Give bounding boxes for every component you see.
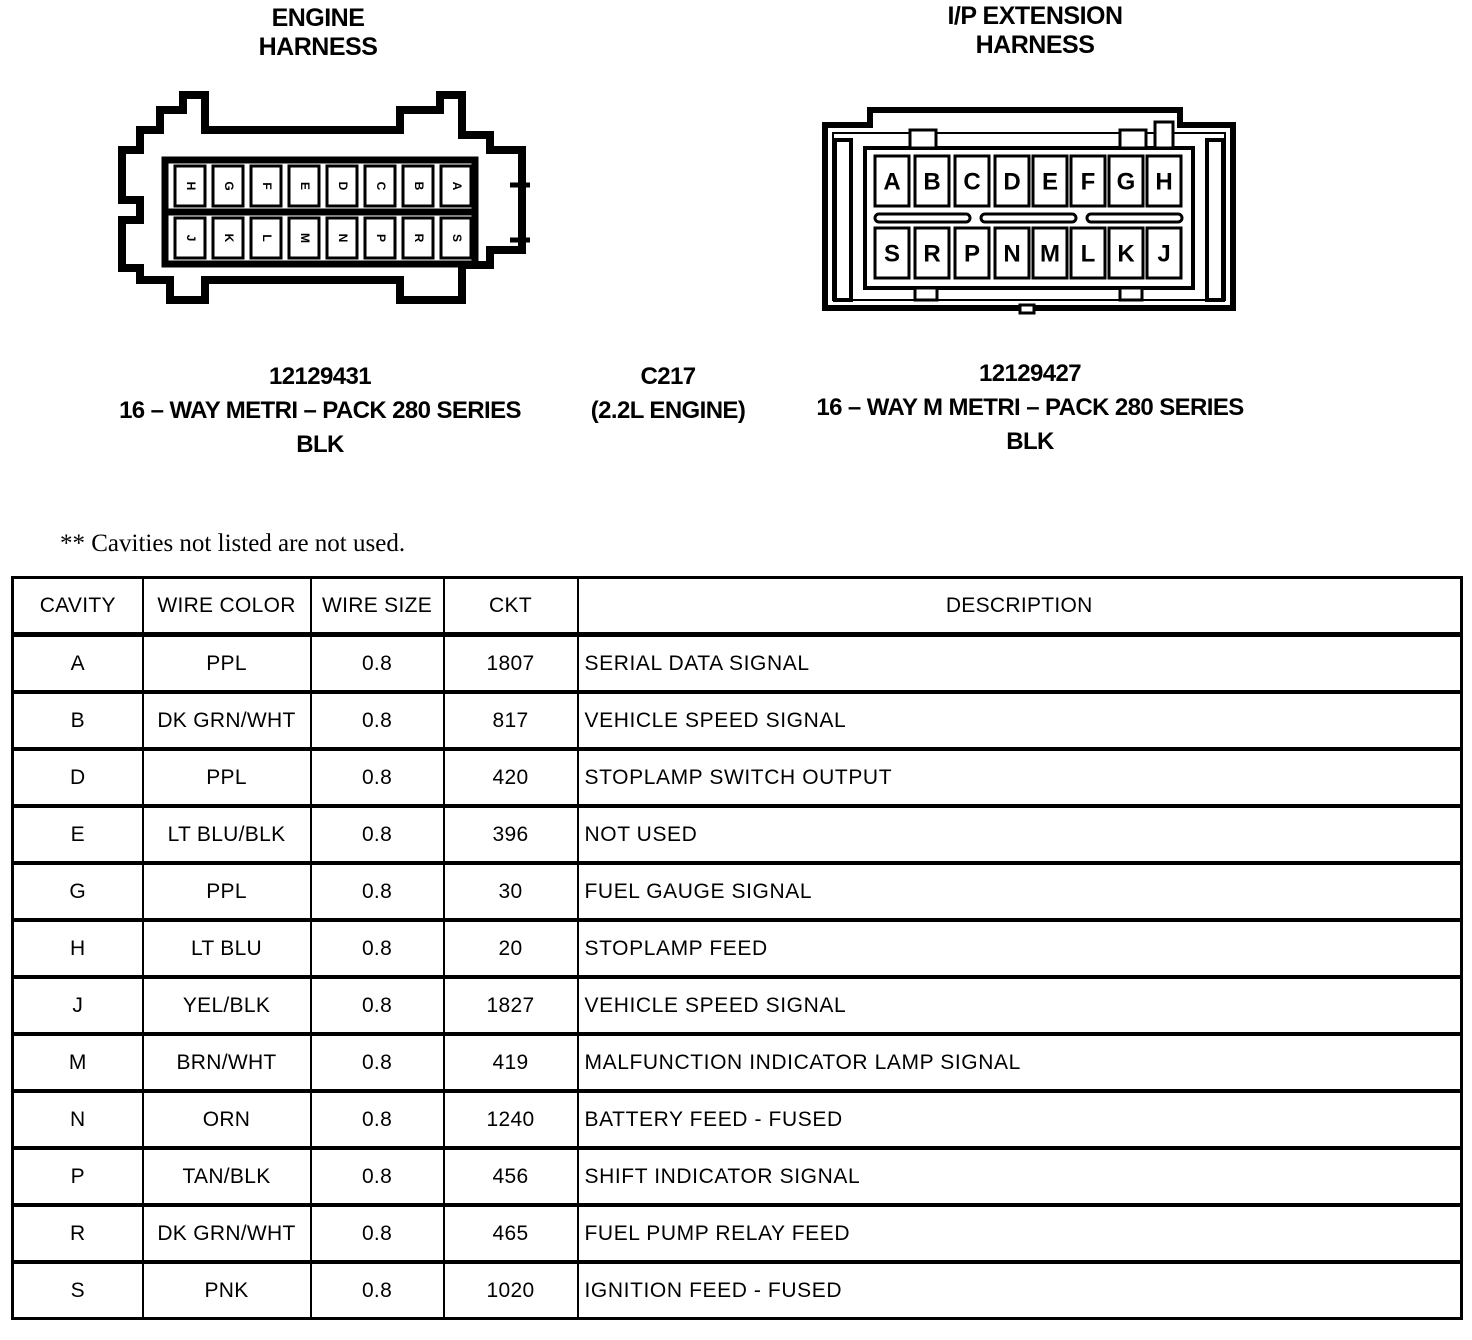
engine-pin-l-label: L bbox=[259, 234, 274, 242]
cell-wire-size: 0.8 bbox=[311, 749, 444, 806]
cell-cavity: E bbox=[13, 806, 143, 863]
cell-wire-color: DK GRN/WHT bbox=[143, 692, 311, 749]
engine-pin-g bbox=[213, 166, 243, 206]
cell-wire-size: 0.8 bbox=[311, 920, 444, 977]
cell-wire-color: LT BLU/BLK bbox=[143, 806, 311, 863]
ip-pin-g bbox=[1109, 156, 1143, 206]
cell-cavity: H bbox=[13, 920, 143, 977]
table-row bbox=[13, 863, 1462, 920]
cell-cavity: P bbox=[13, 1148, 143, 1205]
ip-pin-p bbox=[955, 228, 989, 278]
engine-pin-s bbox=[441, 218, 471, 258]
table-row bbox=[13, 806, 1462, 863]
ip-pin-r bbox=[915, 228, 949, 278]
cell-cavity: R bbox=[13, 1205, 143, 1262]
cell-description: NOT USED bbox=[578, 806, 1462, 863]
header-cavity: CAVITY bbox=[13, 578, 143, 635]
engine-pin-p-label: P bbox=[373, 233, 388, 243]
engine-part-number: 12129431 bbox=[269, 363, 371, 390]
table-row bbox=[13, 1205, 1462, 1262]
cell-wire-color: ORN bbox=[143, 1091, 311, 1148]
engine-pin-n-label: N bbox=[335, 233, 350, 243]
cell-ckt: 465 bbox=[444, 1205, 578, 1262]
ip-pin-e bbox=[1033, 156, 1067, 206]
ip-pin-k bbox=[1109, 228, 1143, 278]
ip-pin-p-label: P bbox=[963, 240, 981, 268]
cell-ckt: 420 bbox=[444, 749, 578, 806]
table-header-row bbox=[13, 578, 1462, 635]
ip-pin-s bbox=[875, 228, 909, 278]
cell-ckt: 817 bbox=[444, 692, 578, 749]
cell-wire-color: PNK bbox=[143, 1262, 311, 1319]
engine-pin-f-label: F bbox=[259, 182, 274, 190]
cell-wire-size: 0.8 bbox=[311, 635, 444, 693]
cell-wire-color: TAN/BLK bbox=[143, 1148, 311, 1205]
engine-pin-m-label: M bbox=[297, 233, 312, 243]
ip-extension-harness-heading bbox=[900, 2, 1170, 60]
ip-pin-m-label: M bbox=[1040, 240, 1060, 268]
engine-pin-k-label: K bbox=[221, 233, 236, 243]
engine-pin-m bbox=[289, 218, 319, 258]
cell-wire-size: 0.8 bbox=[311, 1091, 444, 1148]
cell-cavity: N bbox=[13, 1091, 143, 1148]
ip-connector-type: 16 – WAY M METRI – PACK 280 SERIES bbox=[816, 394, 1244, 421]
ip-pin-l bbox=[1071, 228, 1105, 278]
cell-wire-color: PPL bbox=[143, 863, 311, 920]
cell-wire-size: 0.8 bbox=[311, 1148, 444, 1205]
cell-ckt: 20 bbox=[444, 920, 578, 977]
engine-harness-heading-line1: ENGINE bbox=[271, 4, 365, 32]
engine-pin-r-label: R bbox=[411, 233, 426, 243]
engine-pin-g-label: G bbox=[221, 181, 236, 191]
engine-pin-f bbox=[251, 166, 281, 206]
cell-description: STOPLAMP SWITCH OUTPUT bbox=[578, 749, 1462, 806]
engine-pin-p bbox=[365, 218, 395, 258]
cell-wire-color: LT BLU bbox=[143, 920, 311, 977]
engine-pin-e-label: E bbox=[297, 181, 312, 191]
cell-wire-size: 0.8 bbox=[311, 692, 444, 749]
engine-pin-b bbox=[403, 166, 433, 206]
cell-cavity: M bbox=[13, 1034, 143, 1091]
ip-pin-h bbox=[1147, 156, 1181, 206]
cell-description: VEHICLE SPEED SIGNAL bbox=[578, 692, 1462, 749]
header-wire-color: WIRE COLOR bbox=[143, 578, 311, 635]
table-row bbox=[13, 1034, 1462, 1091]
ip-pin-s-label: S bbox=[883, 240, 901, 268]
ip-pin-r-label: R bbox=[923, 240, 941, 268]
engine-pin-a-label: A bbox=[449, 181, 464, 191]
engine-pin-b-label: B bbox=[411, 181, 426, 191]
ip-extension-heading-line2: HARNESS bbox=[975, 31, 1095, 59]
cell-wire-color: BRN/WHT bbox=[143, 1034, 311, 1091]
engine-pin-j bbox=[175, 218, 205, 258]
cell-ckt: 1020 bbox=[444, 1262, 578, 1319]
table-row bbox=[13, 1262, 1462, 1319]
ip-pin-k-label: K bbox=[1117, 240, 1135, 268]
cell-wire-color: PPL bbox=[143, 635, 311, 693]
ip-pin-g-label: G bbox=[1116, 168, 1136, 196]
cell-ckt: 1240 bbox=[444, 1091, 578, 1148]
ip-extension-connector bbox=[815, 100, 1245, 320]
ip-part-number: 12129427 bbox=[979, 360, 1081, 387]
cell-wire-size: 0.8 bbox=[311, 863, 444, 920]
cell-description: FUEL GAUGE SIGNAL bbox=[578, 863, 1462, 920]
ip-extension-heading-line1: I/P EXTENSION bbox=[947, 2, 1123, 30]
engine-pin-l bbox=[251, 218, 281, 258]
ip-pin-j bbox=[1147, 228, 1181, 278]
engine-harness-heading-line2: HARNESS bbox=[258, 33, 378, 61]
engine-pin-c-label: C bbox=[373, 181, 388, 191]
ip-pin-e-label: E bbox=[1041, 168, 1059, 196]
engine-pin-h-label: H bbox=[183, 181, 198, 191]
ip-pin-f-label: F bbox=[1080, 168, 1096, 196]
engine-pin-k bbox=[213, 218, 243, 258]
engine-pin-c bbox=[365, 166, 395, 206]
engine-connector-type: 16 – WAY METRI – PACK 280 SERIES bbox=[119, 397, 521, 424]
ip-pin-n-label: N bbox=[1003, 240, 1021, 268]
ip-pin-l-label: L bbox=[1080, 240, 1096, 268]
engine-connector-info bbox=[80, 360, 560, 462]
cell-wire-size: 0.8 bbox=[311, 806, 444, 863]
cell-ckt: 1807 bbox=[444, 635, 578, 693]
cell-wire-color: DK GRN/WHT bbox=[143, 1205, 311, 1262]
table-row bbox=[13, 692, 1462, 749]
cavity-table bbox=[11, 576, 1463, 1320]
ip-pin-d-label: D bbox=[1003, 168, 1021, 196]
ip-pin-d bbox=[995, 156, 1029, 206]
cell-cavity: A bbox=[13, 635, 143, 693]
cell-description: STOPLAMP FEED bbox=[578, 920, 1462, 977]
cell-description: FUEL PUMP RELAY FEED bbox=[578, 1205, 1462, 1262]
cell-description: IGNITION FEED - FUSED bbox=[578, 1262, 1462, 1319]
cell-cavity: D bbox=[13, 749, 143, 806]
table-row bbox=[13, 977, 1462, 1034]
cell-wire-color: PPL bbox=[143, 749, 311, 806]
ip-connector-info bbox=[780, 357, 1280, 459]
engine-pin-d-label: D bbox=[335, 181, 350, 191]
ip-pin-f bbox=[1071, 156, 1105, 206]
cavities-note: ** Cavities not listed are not used. bbox=[60, 530, 406, 557]
engine-pin-s-label: S bbox=[449, 233, 464, 243]
cell-cavity: G bbox=[13, 863, 143, 920]
cell-cavity: S bbox=[13, 1262, 143, 1319]
ip-pin-h-label: H bbox=[1155, 168, 1173, 196]
cell-description: BATTERY FEED - FUSED bbox=[578, 1091, 1462, 1148]
table-row bbox=[13, 1091, 1462, 1148]
ip-connector-color: BLK bbox=[1006, 428, 1054, 455]
ip-pin-b bbox=[915, 156, 949, 206]
cell-ckt: 1827 bbox=[444, 977, 578, 1034]
ip-bottom-row-pins bbox=[875, 228, 1181, 278]
ip-pin-m bbox=[1033, 228, 1067, 278]
table-row bbox=[13, 920, 1462, 977]
engine-pin-a bbox=[441, 166, 471, 206]
ip-pin-b-label: B bbox=[923, 168, 941, 196]
table-row bbox=[13, 749, 1462, 806]
ip-pin-a-label: A bbox=[883, 168, 901, 196]
cell-ckt: 30 bbox=[444, 863, 578, 920]
ip-pin-c-label: C bbox=[963, 168, 981, 196]
engine-pin-j-label: J bbox=[183, 234, 198, 242]
cell-cavity: B bbox=[13, 692, 143, 749]
ip-pin-c bbox=[955, 156, 989, 206]
cell-wire-size: 0.8 bbox=[311, 1262, 444, 1319]
connector-id: C217 bbox=[640, 363, 696, 390]
engine-pin-h bbox=[175, 166, 205, 206]
engine-pin-n bbox=[327, 218, 357, 258]
engine-harness-connector bbox=[110, 90, 540, 310]
ip-pin-a bbox=[875, 156, 909, 206]
connector-engine: (2.2L ENGINE) bbox=[590, 397, 746, 424]
cell-description: MALFUNCTION INDICATOR LAMP SIGNAL bbox=[578, 1034, 1462, 1091]
ip-top-row-pins bbox=[875, 156, 1181, 206]
engine-connector-color: BLK bbox=[296, 431, 344, 458]
cell-wire-size: 0.8 bbox=[311, 977, 444, 1034]
engine-pin-e bbox=[289, 166, 319, 206]
engine-harness-heading bbox=[218, 4, 418, 62]
cell-description: SERIAL DATA SIGNAL bbox=[578, 635, 1462, 693]
header-description: DESCRIPTION bbox=[578, 578, 1462, 635]
cell-wire-size: 0.8 bbox=[311, 1205, 444, 1262]
cell-description: SHIFT INDICATOR SIGNAL bbox=[578, 1148, 1462, 1205]
cell-wire-size: 0.8 bbox=[311, 1034, 444, 1091]
engine-pin-r bbox=[403, 218, 433, 258]
header-ckt: CKT bbox=[444, 578, 578, 635]
ip-pin-j-label: J bbox=[1157, 240, 1171, 268]
cell-description: VEHICLE SPEED SIGNAL bbox=[578, 977, 1462, 1034]
table-row bbox=[13, 635, 1462, 693]
cell-cavity: J bbox=[13, 977, 143, 1034]
header-wire-size: WIRE SIZE bbox=[311, 578, 444, 635]
table-row bbox=[13, 1148, 1462, 1205]
cell-ckt: 396 bbox=[444, 806, 578, 863]
ip-pin-n bbox=[995, 228, 1029, 278]
engine-pin-d bbox=[327, 166, 357, 206]
cell-ckt: 419 bbox=[444, 1034, 578, 1091]
cell-ckt: 456 bbox=[444, 1148, 578, 1205]
cell-wire-color: YEL/BLK bbox=[143, 977, 311, 1034]
connector-id-info bbox=[568, 360, 768, 428]
